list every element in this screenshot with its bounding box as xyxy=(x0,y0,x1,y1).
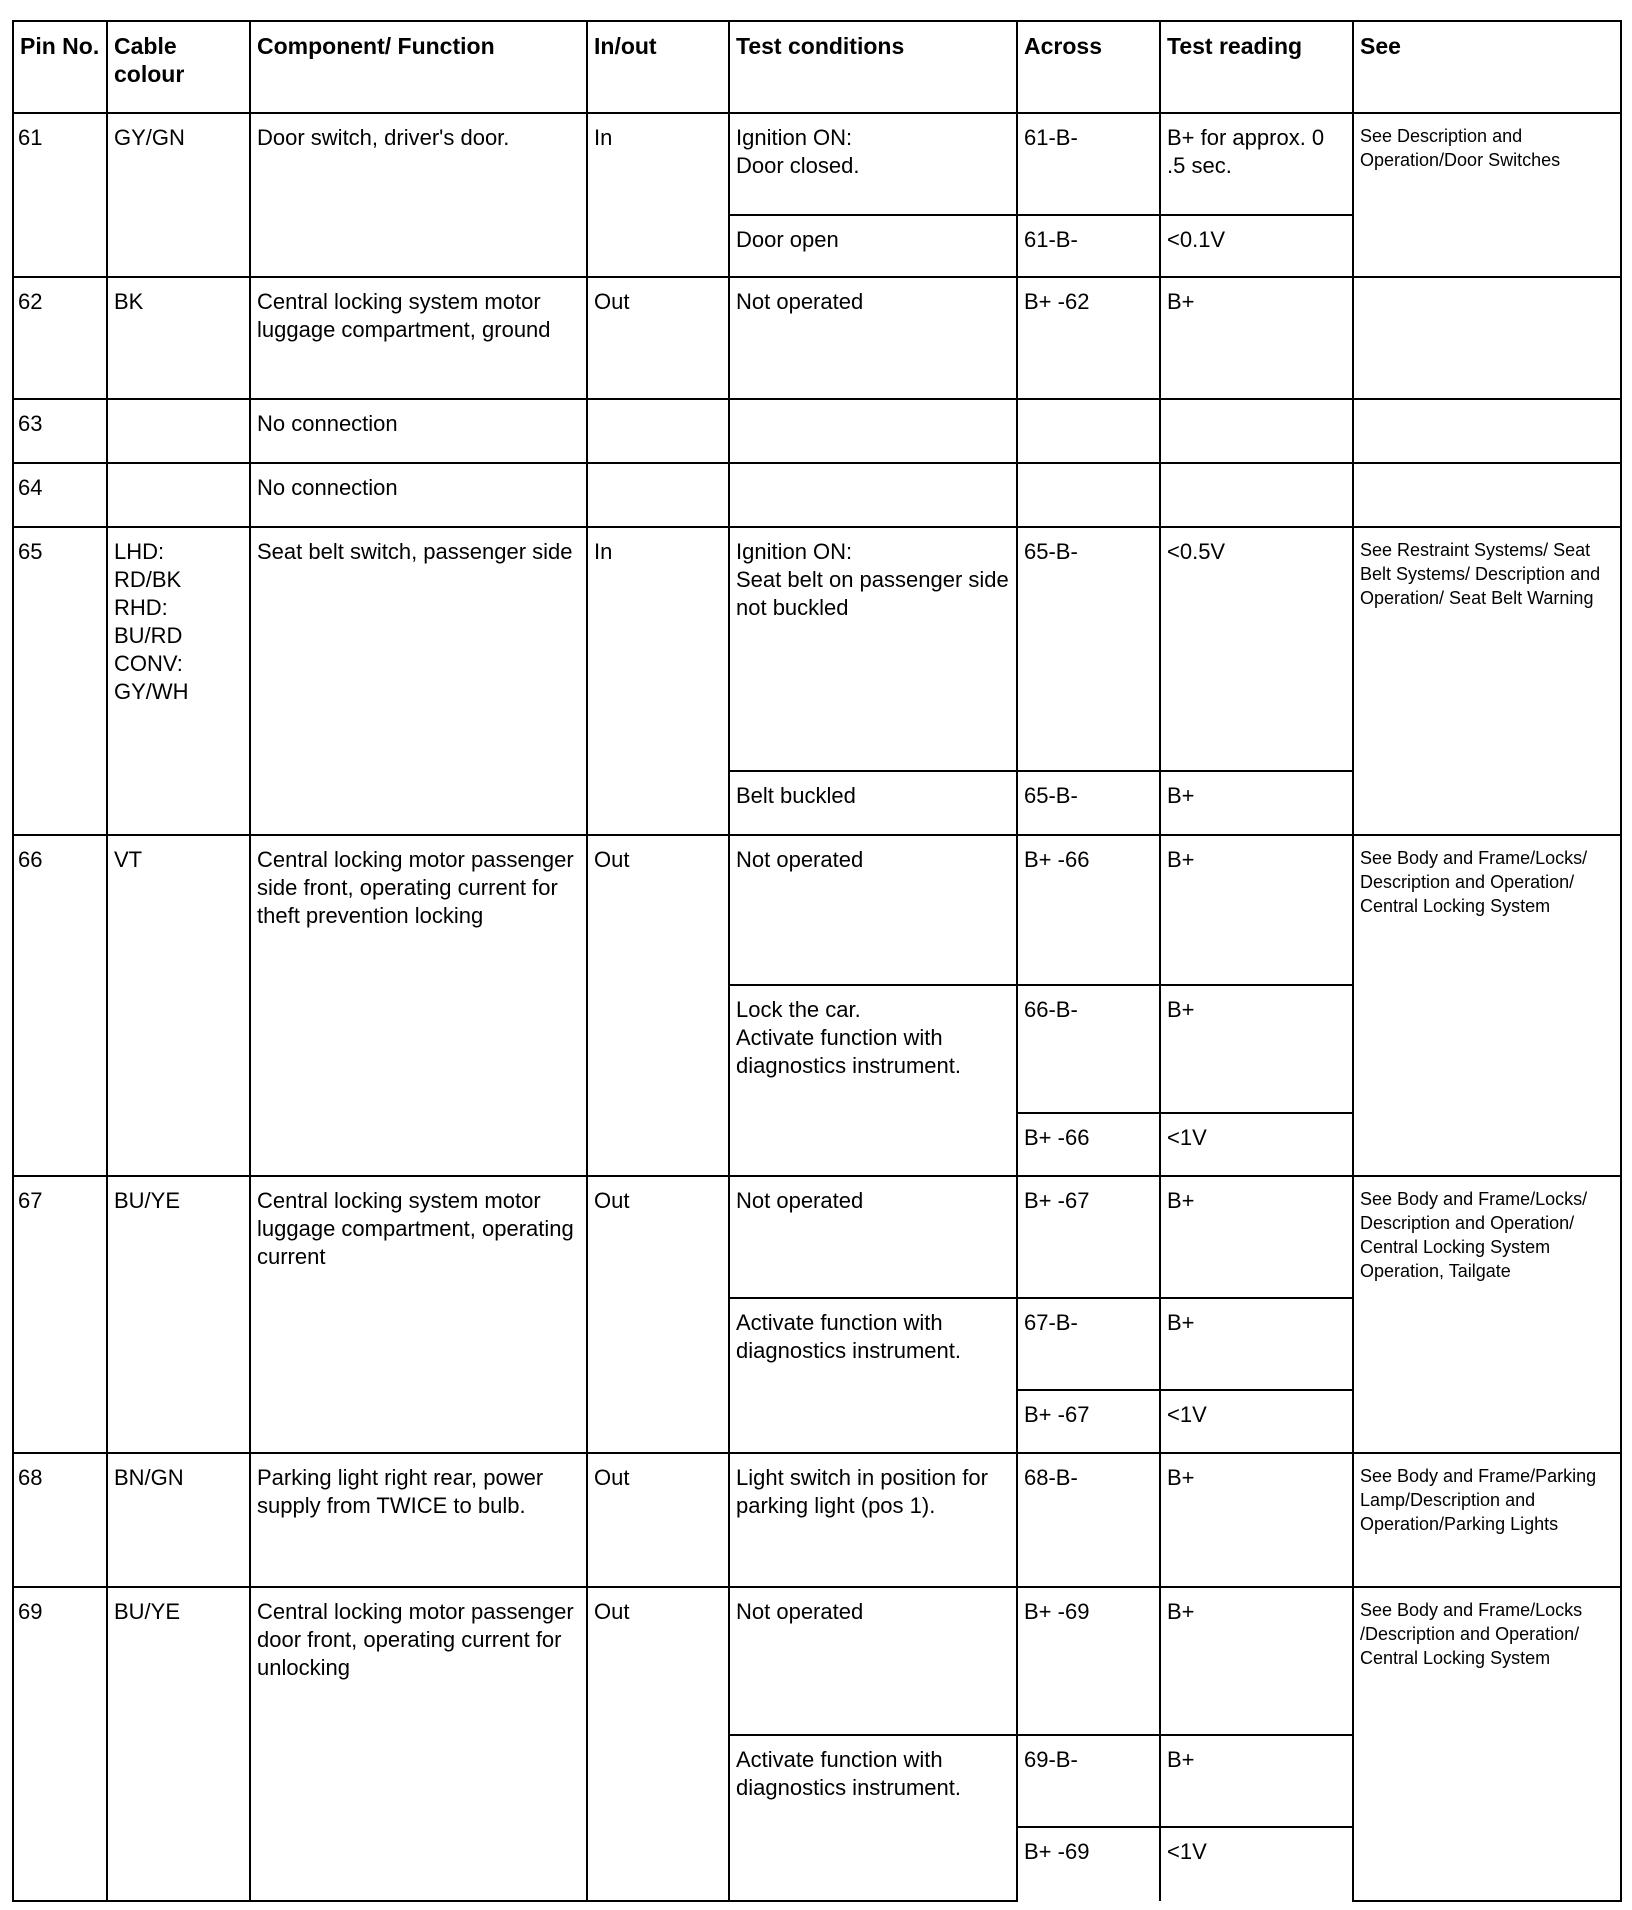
see-reference-cell: See Restraint Systems/ Seat Belt Systems/ Description and Operation/ Seat Belt Warning xyxy=(1353,527,1621,835)
pin-cell: 64 xyxy=(13,463,107,527)
test-reading-cell: <1V xyxy=(1160,1390,1353,1453)
cable-colour-cell: GY/GN xyxy=(107,113,250,277)
inout-cell: Out xyxy=(587,1176,729,1453)
across-cell: 67-B- xyxy=(1017,1298,1160,1390)
see-reference-cell: See Description and Operation/Door Switches xyxy=(1353,113,1621,277)
pin-test-table-sheet xyxy=(12,20,1620,1900)
cable-colour-cell: VT xyxy=(107,835,250,1176)
see-reference-cell: See Body and Frame/Locks/ Description and Operation/ Central Locking System xyxy=(1353,835,1621,1176)
across-cell: 65-B- xyxy=(1017,771,1160,835)
component-cell: Central locking motor passenger side front, operating current for theft prevention locking xyxy=(250,835,587,1176)
pin-cell: 62 xyxy=(13,277,107,399)
table-row-pin-67 xyxy=(13,1176,1621,1298)
test-condition-cell xyxy=(729,113,1017,215)
test-reading-cell: B+ xyxy=(1160,835,1353,985)
header-test-reading: Test reading xyxy=(1160,21,1353,113)
cable-colour-line: RD/BK xyxy=(114,567,182,592)
table-row-pin-66 xyxy=(13,835,1621,985)
test-condition-line: Ignition ON: xyxy=(736,539,853,564)
inout-cell: Out xyxy=(587,1453,729,1587)
test-reading-cell: <0.5V xyxy=(1160,527,1353,771)
test-reading-cell: B+ xyxy=(1160,1735,1353,1827)
cable-colour-cell: BU/YE xyxy=(107,1176,250,1453)
table-row-pin-69 xyxy=(13,1587,1621,1735)
across-cell: 65-B- xyxy=(1017,527,1160,771)
across-cell xyxy=(1017,463,1160,527)
across-cell: B+ -66 xyxy=(1017,835,1160,985)
test-condition-cell: Not operated xyxy=(729,277,1017,399)
test-condition-line: Door closed. xyxy=(736,153,860,178)
inout-cell: Out xyxy=(587,835,729,1176)
across-cell: B+ -67 xyxy=(1017,1176,1160,1298)
cable-colour-line: LHD: xyxy=(114,539,165,564)
across-cell: 69-B- xyxy=(1017,1735,1160,1827)
pin-cell: 67 xyxy=(13,1176,107,1453)
across-cell: 66-B- xyxy=(1017,985,1160,1113)
test-reading-cell: <0.1V xyxy=(1160,215,1353,277)
see-reference-cell xyxy=(1353,463,1621,527)
header-see: See xyxy=(1353,21,1621,113)
cable-colour-line: GY/WH xyxy=(114,679,189,704)
test-condition-cell: Activate function with diagnostics instrument. xyxy=(729,1735,1017,1901)
table-row-pin-62 xyxy=(13,277,1621,399)
across-cell: 61-B- xyxy=(1017,113,1160,215)
see-reference-cell: See Body and Frame/Locks/ Description and Operation/ Central Locking System Operation, Tailgate xyxy=(1353,1176,1621,1453)
test-reading-cell: B+ for approx. 0 .5 sec. xyxy=(1160,113,1353,215)
header-pin-no: Pin No. xyxy=(13,21,107,113)
cable-colour-cell xyxy=(107,463,250,527)
component-cell: Central locking motor passenger door front, operating current for unlocking xyxy=(250,1587,587,1901)
across-cell: B+ -62 xyxy=(1017,277,1160,399)
test-condition-cell xyxy=(729,463,1017,527)
component-cell: Central locking system motor luggage compartment, ground xyxy=(250,277,587,399)
see-reference-cell: See Body and Frame/Parking Lamp/Description and Operation/Parking Lights xyxy=(1353,1453,1621,1587)
test-reading-cell xyxy=(1160,399,1353,463)
across-cell: B+ -69 xyxy=(1017,1587,1160,1735)
header-test-conditions: Test conditions xyxy=(729,21,1017,113)
pin-cell: 61 xyxy=(13,113,107,277)
across-cell xyxy=(1017,399,1160,463)
header-across: Across xyxy=(1017,21,1160,113)
see-reference-cell xyxy=(1353,399,1621,463)
test-condition-cell xyxy=(729,527,1017,771)
test-condition-cell: Door open xyxy=(729,215,1017,277)
test-reading-cell: <1V xyxy=(1160,1827,1353,1901)
test-condition-line: Ignition ON: xyxy=(736,125,853,150)
test-reading-cell: B+ xyxy=(1160,277,1353,399)
across-cell: 68-B- xyxy=(1017,1453,1160,1587)
test-reading-cell: B+ xyxy=(1160,1587,1353,1735)
test-reading-cell xyxy=(1160,463,1353,527)
see-reference-cell xyxy=(1353,277,1621,399)
component-cell: No connection xyxy=(250,399,587,463)
test-reading-cell: <1V xyxy=(1160,1113,1353,1176)
cable-colour-cell: BK xyxy=(107,277,250,399)
inout-cell: Out xyxy=(587,1587,729,1901)
inout-cell: In xyxy=(587,113,729,277)
across-cell: B+ -67 xyxy=(1017,1390,1160,1453)
inout-cell: In xyxy=(587,527,729,835)
pin-test-table xyxy=(12,20,1622,1902)
across-cell: B+ -66 xyxy=(1017,1113,1160,1176)
cable-colour-cell: BN/GN xyxy=(107,1453,250,1587)
test-condition-cell xyxy=(729,399,1017,463)
test-condition-line: Seat belt on passenger side not buckled xyxy=(736,567,1009,620)
test-condition-cell xyxy=(729,985,1017,1176)
component-cell: Central locking system motor luggage compartment, operating current xyxy=(250,1176,587,1453)
test-reading-cell: B+ xyxy=(1160,771,1353,835)
test-reading-cell: B+ xyxy=(1160,1298,1353,1390)
header-row xyxy=(13,21,1621,113)
cable-colour-cell xyxy=(107,399,250,463)
table-row-pin-61 xyxy=(13,113,1621,215)
pin-cell: 63 xyxy=(13,399,107,463)
test-reading-cell: B+ xyxy=(1160,1453,1353,1587)
test-condition-cell: Not operated xyxy=(729,1587,1017,1735)
cable-colour-line: BU/RD xyxy=(114,623,183,648)
see-reference-cell: See Body and Frame/Locks /Description and Operation/ Central Locking System xyxy=(1353,1587,1621,1901)
pin-cell: 65 xyxy=(13,527,107,835)
table-row-pin-65 xyxy=(13,527,1621,771)
cable-colour-line: CONV: xyxy=(114,651,183,676)
inout-cell xyxy=(587,463,729,527)
pin-cell: 68 xyxy=(13,1453,107,1587)
inout-cell xyxy=(587,399,729,463)
test-reading-cell: B+ xyxy=(1160,985,1353,1113)
test-condition-cell: Not operated xyxy=(729,1176,1017,1298)
header-cable-colour: Cable colour xyxy=(107,21,250,113)
test-condition-line: Activate function with diagnostics instrument. xyxy=(736,1025,961,1078)
table-row-pin-63 xyxy=(13,399,1621,463)
across-cell: B+ -69 xyxy=(1017,1827,1160,1901)
inout-cell: Out xyxy=(587,277,729,399)
test-condition-line: Lock the car. xyxy=(736,997,861,1022)
component-cell: Seat belt switch, passenger side xyxy=(250,527,587,835)
header-component-function: Component/ Function xyxy=(250,21,587,113)
test-reading-cell: B+ xyxy=(1160,1176,1353,1298)
component-cell: Parking light right rear, power supply from TWICE to bulb. xyxy=(250,1453,587,1587)
component-cell: No connection xyxy=(250,463,587,527)
pin-cell: 66 xyxy=(13,835,107,1176)
across-cell: 61-B- xyxy=(1017,215,1160,277)
test-condition-cell: Belt buckled xyxy=(729,771,1017,835)
cable-colour-cell: BU/YE xyxy=(107,1587,250,1901)
test-condition-cell: Activate function with diagnostics instrument. xyxy=(729,1298,1017,1453)
cable-colour-line: RHD: xyxy=(114,595,168,620)
table-row-pin-64 xyxy=(13,463,1621,527)
cable-colour-cell xyxy=(107,527,250,835)
test-condition-cell: Light switch in position for parking light (pos 1). xyxy=(729,1453,1017,1587)
pin-cell: 69 xyxy=(13,1587,107,1901)
table-row-pin-68 xyxy=(13,1453,1621,1587)
header-in-out: In/out xyxy=(587,21,729,113)
test-condition-cell: Not operated xyxy=(729,835,1017,985)
component-cell: Door switch, driver's door. xyxy=(250,113,587,277)
